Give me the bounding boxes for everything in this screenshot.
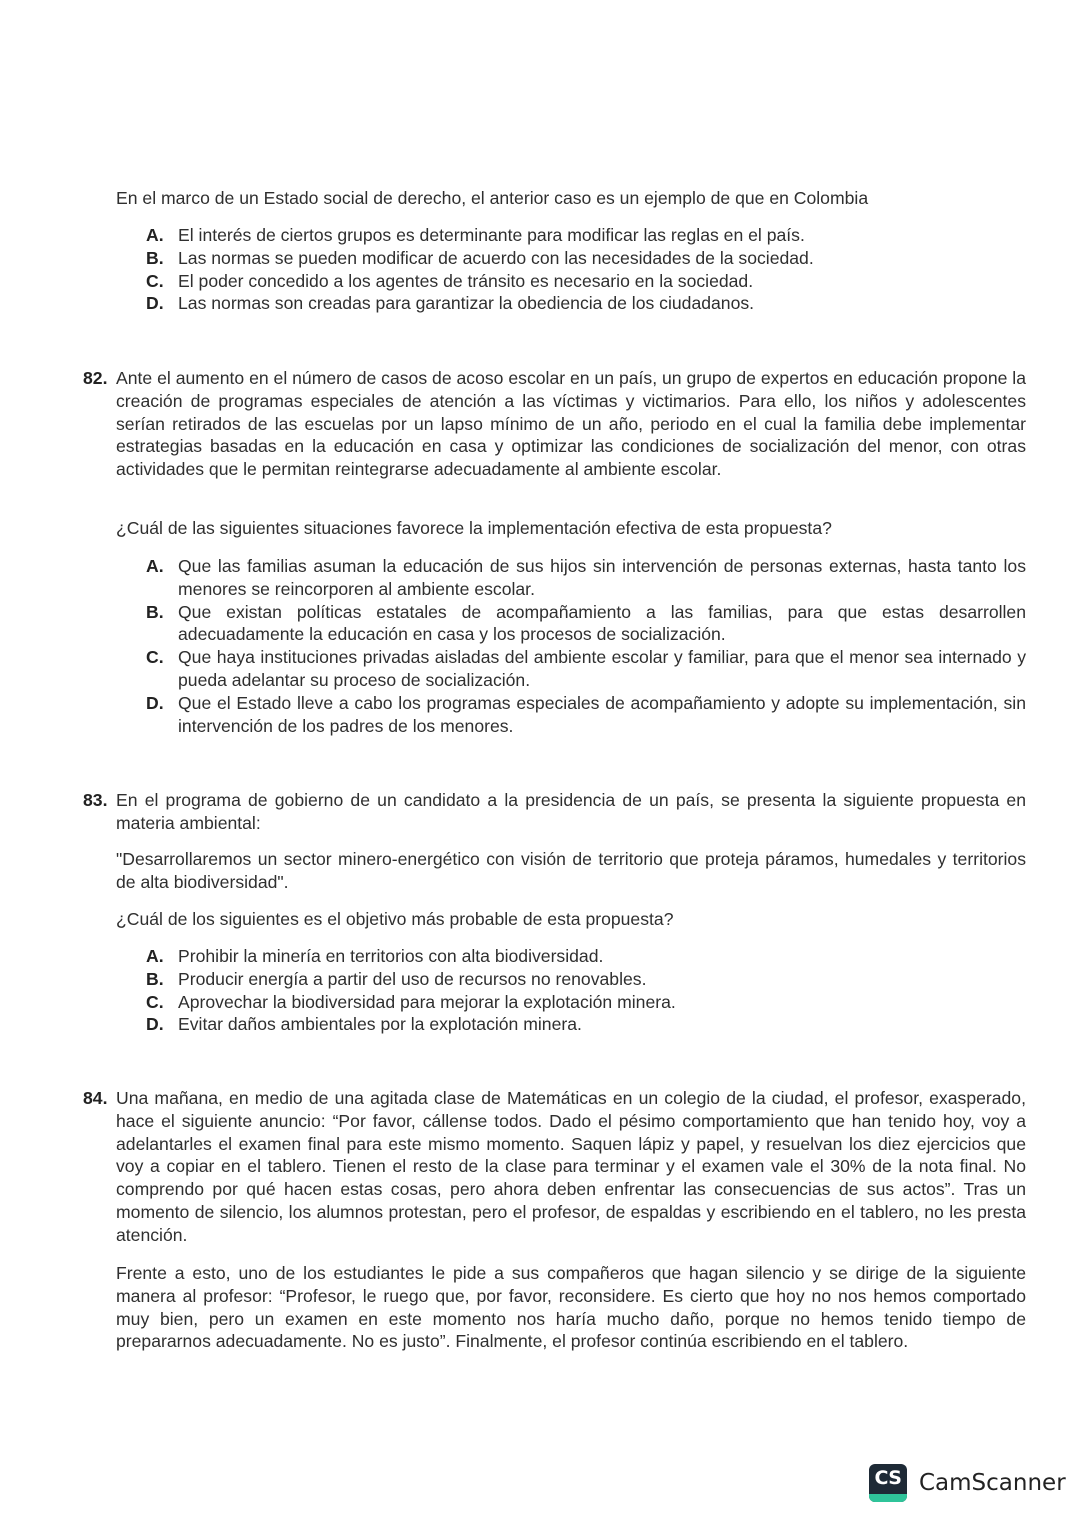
camscanner-logo-icon [869,1464,907,1502]
q82-context-block [83,367,1026,481]
q82-option-c[interactable] [146,646,1026,692]
option-text: Producir energía a partir del uso de recursos no renovables. [178,968,647,989]
option-text: Prohibir la minería en territorios con alta biodiversidad. [178,946,604,966]
q82-question: ¿Cuál de las siguientes situaciones favorece la implementación efectiva de esta propuesta? [116,518,832,538]
q82-context: Ante el aumento en el número de casos de acoso escolar en un país, un grupo de expertos en educación propone la creación de programas especiales de atención a las víctimas y victimarios. Para ello, los niños y adolescentes serían retirados de las escuelas por un lapso mínimo de un año, periodo en el cual la familia debe implementar estrategias basadas en la educación en casa y optimizar las condiciones de socialización del menor, con otras actividades que le permitan reintegrarse adecuadamente al ambiente escolar. [116,368,1026,480]
q82-option-d[interactable] [146,692,1026,738]
option-letter: A. [146,225,164,245]
option-letter: A. [146,946,164,966]
logo-stripe [869,1494,907,1502]
option-letter: D. [146,1014,164,1035]
logo-cs-text: CS [874,1467,902,1489]
q81-option-d[interactable] [146,292,1026,315]
q83-context-block [83,789,1026,835]
option-text: Las normas se pueden modificar de acuerdo con las necesidades de la sociedad. [178,247,814,268]
option-letter: B. [146,968,164,989]
q81-options [146,224,1026,315]
option-text: Evitar daños ambientales por la explotación minera. [178,1014,582,1035]
q83-question: ¿Cuál de los siguientes es el objetivo más probable de esta propuesta? [116,909,674,929]
option-text: Aprovechar la biodiversidad para mejorar la explotación minera. [178,991,676,1012]
q84-context-1: Una mañana, en medio de una agitada clase de Matemáticas en un colegio de la ciudad, el profesor, exasperado, hace el siguiente anuncio: “Por favor, cállense todos. Dado el pésimo comportamiento que han tenido hoy, voy a adelantarles el examen final para este mismo momento. Saquen lápiz y papel, y resuelvan los diez ejercicios que voy a copiar en el tablero. Tienen el resto de la clase para terminar y el examen vale el 30% de la nota final. No comprendo por qué hacen estas cosas, pero ahora deben enfrentar las consecuencias de sus actos”. Tras un momento de silencio, los alumnos protestan, pero el profesor, de espaldas y escribiendo en el tablero, no les presta atención. [116,1088,1026,1245]
option-text: El interés de ciertos grupos es determinante para modificar las reglas en el país. [178,225,805,245]
option-text: Que el Estado lleve a cabo los programas especiales de acompañamiento y adopte su implementación, sin intervención de los padres de los menores. [178,692,1026,736]
q81-option-a[interactable] [146,224,1026,247]
option-text: El poder concedido a los agentes de tránsito es necesario en la sociedad. [178,270,754,291]
q83-context: En el programa de gobierno de un candidato a la presidencia de un país, se presenta la siguiente propuesta en materia ambiental: [116,790,1026,833]
q82-question-block [116,517,1026,540]
option-text: Las normas son creadas para garantizar la obediencia de los ciudadanos. [178,293,755,314]
camscanner-watermark [869,1464,1066,1502]
q84-context-block-1 [83,1087,1026,1247]
q83-option-a[interactable] [146,945,1026,968]
q83-number: 83. [83,790,108,810]
q84-number: 84. [83,1088,108,1108]
option-text: Que existan políticas estatales de acompañamiento a las familias, para que estas desarrollen adecuadamente la educación en casa y los procesos de socialización. [178,601,1026,645]
q81-option-c[interactable] [146,270,1026,293]
q84-context-2: Frente a esto, uno de los estudiantes le pide a sus compañeros que hagan silencio y se dirige de la siguiente manera al profesor: “Profesor, le ruego que, por favor, reconsidere. Es cierto que hoy no nos hemos comportado muy bien, pero un examen en este momento nos haría mucho daño, porque no hemos tenido tiempo de prepararnos adecuadamente. No es justo”. Finalmente, el profesor continúa escribiendo en el tablero. [116,1263,1026,1352]
option-letter: C. [146,270,164,291]
q84-context-block-2 [116,1262,1026,1353]
option-text: Que haya instituciones privadas aisladas del ambiente escolar y familiar, para que el menor sea internado y pueda adelantar su proceso de socialización. [178,647,1026,690]
option-letter: D. [146,692,164,713]
q83-option-c[interactable] [146,991,1026,1014]
q82-option-a[interactable] [146,555,1026,601]
q81-stem: En el marco de un Estado social de derecho, el anterior caso es un ejemplo de que en Colombia [116,188,869,208]
q83-quote-block [116,848,1026,894]
q83-option-d[interactable] [146,1013,1026,1036]
option-letter: A. [146,556,164,576]
option-text: Que las familias asuman la educación de sus hijos sin intervención de personas externas, hasta tanto los menores se reincorporen al ambiente escolar. [178,556,1026,599]
q83-option-b[interactable] [146,968,1026,991]
q83-quote: "Desarrollaremos un sector minero-energético con visión de territorio que proteja páramos, humedales y territorios de alta biodiversidad". [116,849,1026,892]
option-letter: B. [146,601,164,622]
q83-question-block [116,908,1026,931]
option-letter: B. [146,247,164,268]
q82-options [146,555,1026,737]
option-letter: C. [146,991,164,1012]
option-letter: D. [146,293,164,314]
q82-option-b[interactable] [146,601,1026,647]
option-letter: C. [146,647,164,668]
q82-number: 82. [83,368,108,388]
camscanner-label: CamScanner [919,1470,1066,1496]
q81-option-b[interactable] [146,247,1026,270]
q81-stem-block [116,187,1026,210]
q83-options [146,945,1026,1036]
